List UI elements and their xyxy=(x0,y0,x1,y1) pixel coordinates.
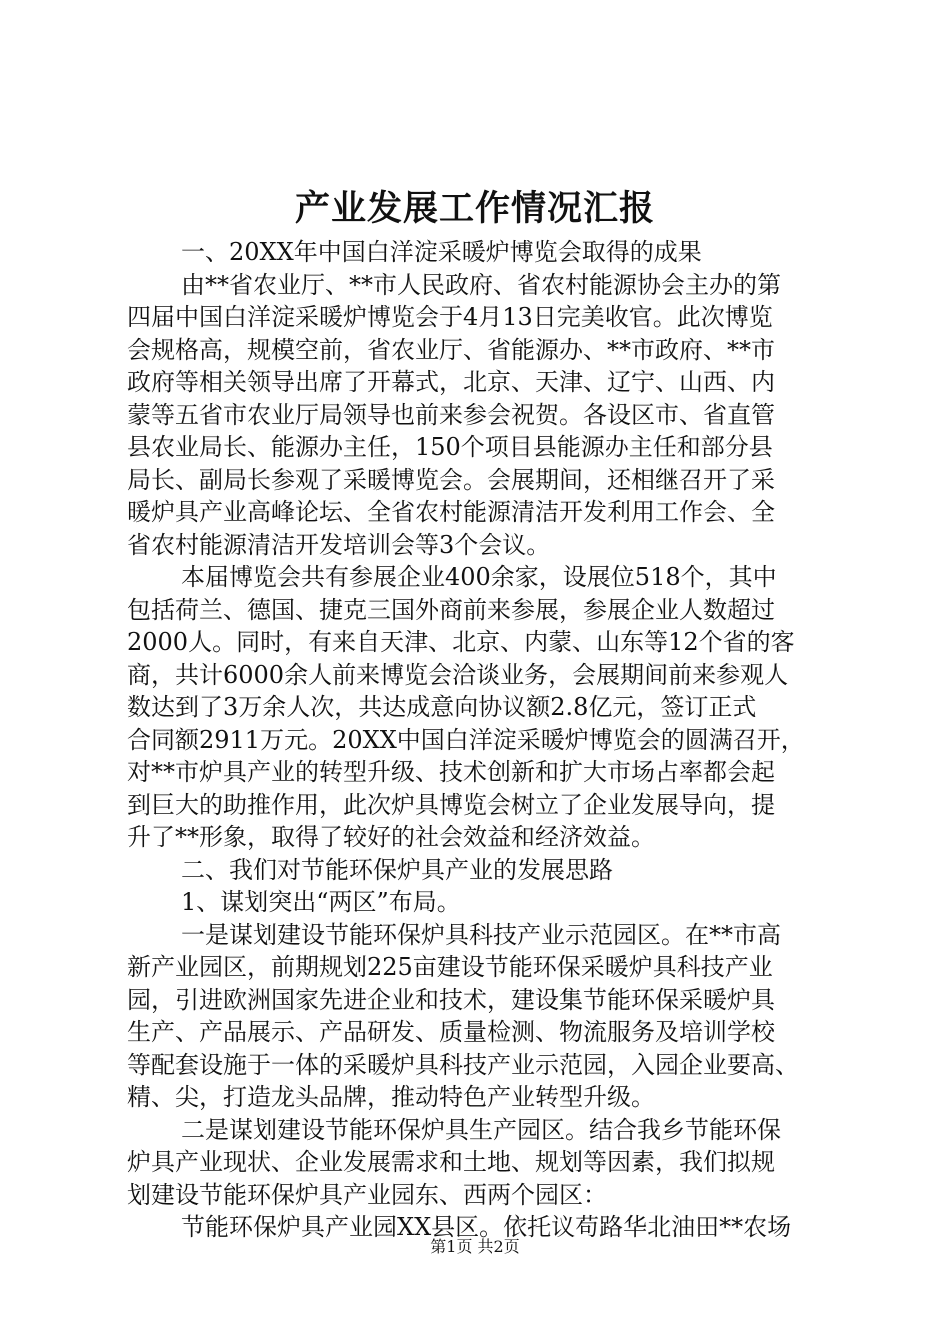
paragraph-line: 商，共计6000余人前来博览会洽谈业务，会展期间前来参观人 xyxy=(127,660,789,689)
paragraph-line: 炉具产业现状、企业发展需求和土地、规划等因素，我们拟规 xyxy=(127,1148,775,1176)
paragraph-line: 省农村能源清洁开发培训会等3个会议。 xyxy=(127,530,551,559)
paragraph-line: 精、尖，打造龙头品牌，推动特色产业转型升级。 xyxy=(127,1083,655,1111)
paragraph-line: 生产、产品展示、产品研发、质量检测、物流服务及培训学校 xyxy=(127,1018,775,1046)
section-heading: 二、我们对节能环保炉具产业的发展思路 xyxy=(181,855,613,884)
paragraph-line: 园，引进欧洲国家先进企业和技术，建设集节能环保采暖炉具 xyxy=(127,985,775,1014)
document-body xyxy=(127,236,837,1244)
subsection-heading: 1、谋划突出“两区”布局。 xyxy=(181,888,461,916)
document-title: 产业发展工作情况汇报 xyxy=(294,188,655,229)
paragraph-line: 等配套设施于一体的采暖炉具科技产业示范园，入园企业要高、 xyxy=(127,1050,799,1079)
paragraph-line: 到巨大的助推作用，此次炉具博览会树立了企业发展导向，提 xyxy=(127,790,775,819)
paragraph-line: 二是谋划建设节能环保炉具生产园区。结合我乡节能环保 xyxy=(181,1115,781,1144)
paragraph-line: 节能环保炉具产业园XX县区。依托议苟路华北油田**农场 xyxy=(181,1213,792,1241)
paragraph-line: 局长、副局长参观了采暖博览会。会展期间，还相继召开了采 xyxy=(127,465,775,494)
paragraph-line: 对**市炉具产业的转型升级、技术创新和扩大市场占率都会起 xyxy=(127,758,775,786)
paragraph-line: 合同额2911万元。20XX中国白洋淀采暖炉博览会的圆满召开， xyxy=(127,725,805,754)
paragraph-line: 新产业园区，前期规划225亩建设节能环保采暖炉具科技产业 xyxy=(127,953,773,981)
paragraph-line: 本届博览会共有参展企业400余家，设展位518个，其中 xyxy=(181,563,777,591)
paragraph-line: 包括荷兰、德国、捷克三国外商前来参展，参展企业人数超过 xyxy=(127,595,775,624)
paragraph-line: 数达到了3万余人次，共达成意向协议额2.8亿元，签订正式 xyxy=(127,693,757,721)
paragraph-line: 一是谋划建设节能环保炉具科技产业示范园区。在**市高 xyxy=(181,920,781,949)
section-heading: 一、20XX年中国白洋淀采暖炉博览会取得的成果 xyxy=(181,238,702,266)
paragraph-line: 划建设节能环保炉具产业园东、西两个园区： xyxy=(127,1180,607,1209)
paragraph-line: 2000人。同时，有来自天津、北京、内蒙、山东等12个省的客 xyxy=(127,628,795,656)
paragraph-line: 县农业局长、能源办主任，150个项目县能源办主任和部分县 xyxy=(127,433,773,461)
paragraph-line: 蒙等五省市农业厅局领导也前来参会祝贺。各设区市、省直管 xyxy=(127,400,775,429)
paragraph-line: 四届中国白洋淀采暖炉博览会于4月13日完美收官。此次博览 xyxy=(127,303,773,331)
paragraph-line: 升了**形象，取得了较好的社会效益和经济效益。 xyxy=(127,823,655,851)
paragraph-line: 政府等相关领导出席了开幕式，北京、天津、辽宁、山西、内 xyxy=(127,368,775,396)
paragraph-line: 由**省农业厅、**市人民政府、省农村能源协会主办的第 xyxy=(181,270,781,299)
paragraph-line: 暖炉具产业高峰论坛、全省农村能源清洁开发利用工作会、全 xyxy=(127,498,775,526)
paragraph-line: 会规格高，规模空前，省农业厅、省能源办、**市政府、**市 xyxy=(127,335,775,364)
page-number: 第1页 共2页 xyxy=(430,1237,520,1256)
